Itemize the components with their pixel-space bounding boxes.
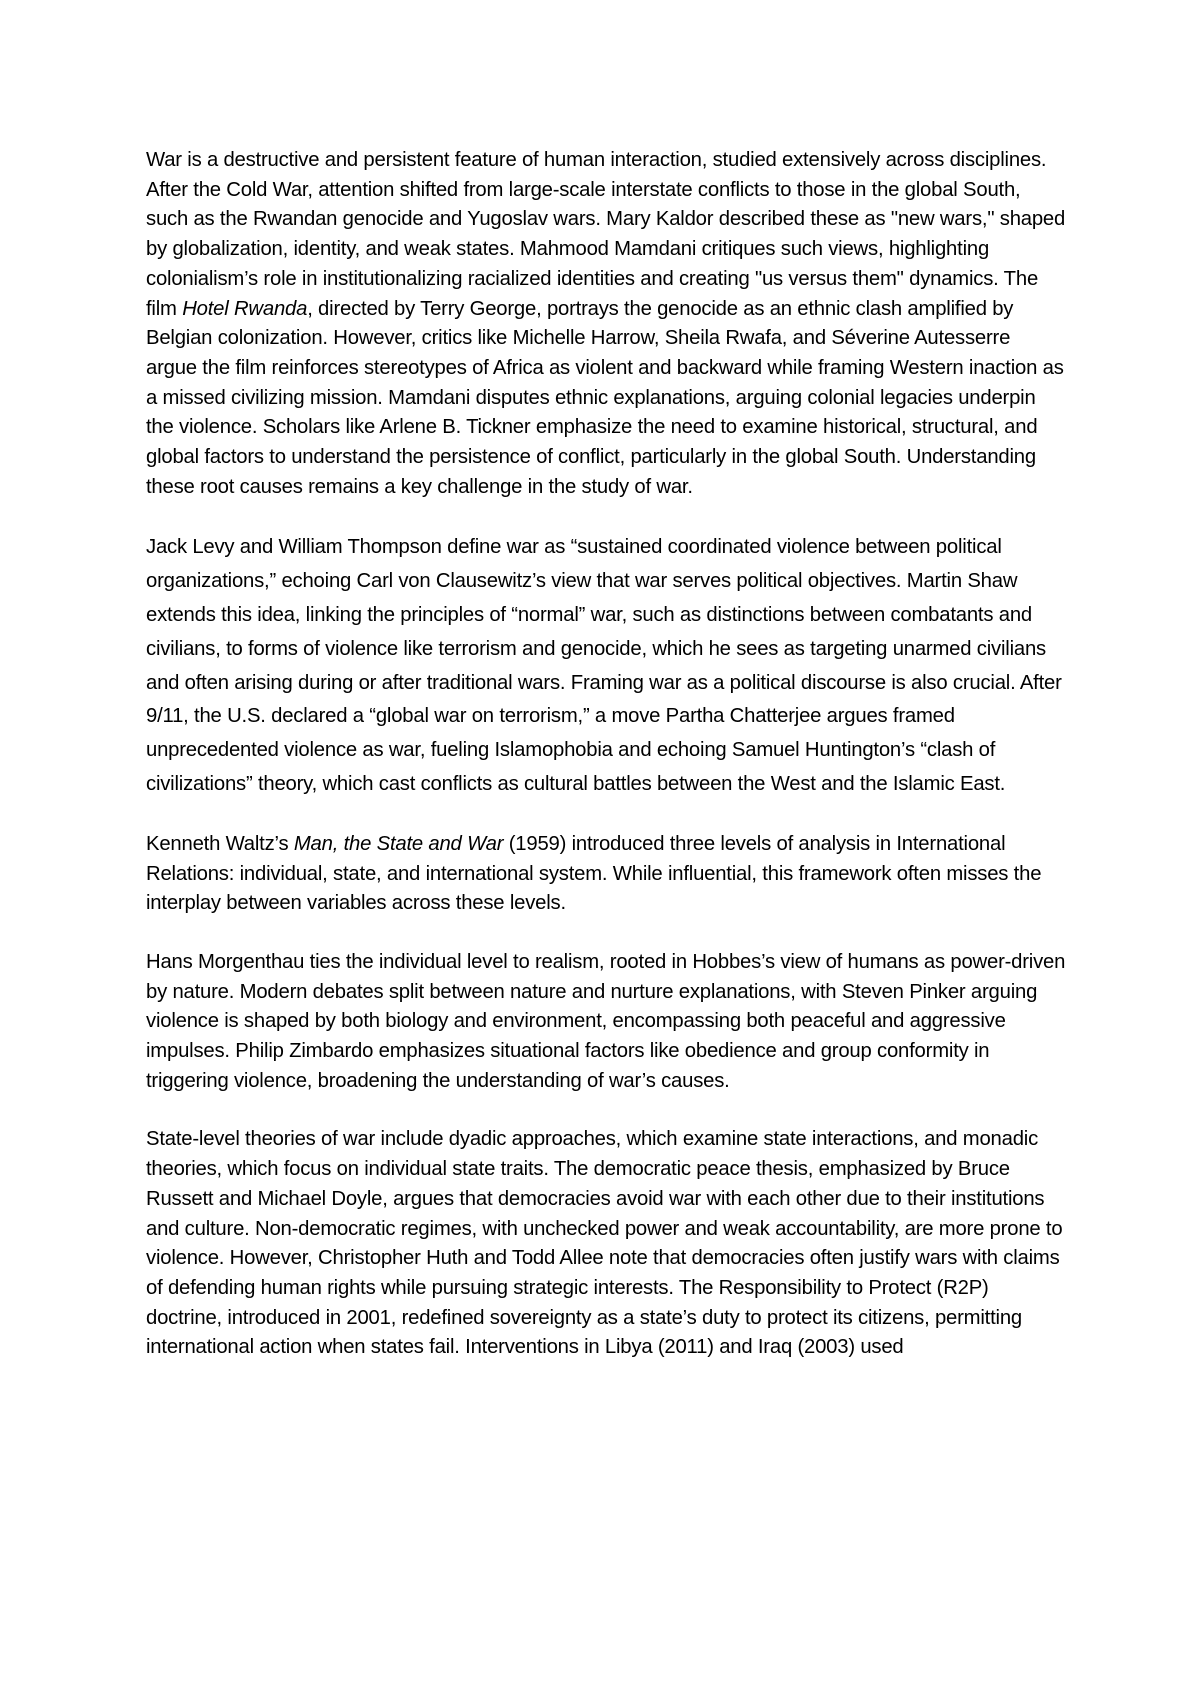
film-title-hotel-rwanda: Hotel Rwanda: [182, 297, 308, 320]
paragraph-2-text: Jack Levy and William Thompson define war as “sustained coordinated violence between political organizations,” echoing Carl von Clausewitz’s view that war serves political objectives. Martin Shaw extends this idea, linking the principles of “normal” war, such as distinctions between combatants and civilians, to forms of violence like terrorism and genocide, which he sees as targeting unarmed civilians and often arising during or after traditional wars. Framing war as a political discourse is also crucial. After 9/11, the U.S. declared a “global war on terrorism,” a move Partha Chatterjee argues framed unprecedented violence as war, fueling Islamophobia and echoing Samuel Huntington’s “clash of civilizations” theory, which cast conflicts as cultural battles between the West and the Islamic East.: [146, 536, 1062, 796]
paragraph-1: [146, 146, 1066, 502]
book-title-man-state-war: Man, the State and War: [293, 832, 504, 855]
paragraph-1-text-a: War is a destructive and persistent feature of human interaction, studied extensively across disciplines. After the Cold War, attention shifted from large-scale interstate conflicts to those in the global South, such as the Rwandan genocide and Yugoslav wars. Mary Kaldor described these as "new wars," shaped by globalization, identity, and weak states. Mahmood Mamdani critiques such views, highlighting colonialism’s role in institutionalizing racialized identities and creating "us versus them" dynamics. The film: [146, 149, 1066, 320]
paragraph-5: [146, 1125, 1066, 1363]
paragraph-3: [146, 830, 1066, 919]
paragraph-3-text-a: Kenneth Waltz’s: [146, 832, 294, 855]
paragraph-4: [146, 948, 1066, 1097]
paragraph-5-text: State-level theories of war include dyadic approaches, which examine state interactions, and monadic theories, which focus on individual state traits. The democratic peace thesis, emphasized by Bruce Russett and Michael Doyle, argues that democracies avoid war with each other due to their institutions and culture. Non-democratic regimes, with unchecked power and weak accountability, are more prone to violence. However, Christopher Huth and Todd Allee note that democracies often justify wars with claims of defending human rights while pursuing strategic interests. The Responsibility to Protect (R2P) doctrine, introduced in 2001, redefined sovereignty as a state’s duty to protect its citizens, permitting international action when states fail. Interventions in Libya (2011) and Iraq (2003) used: [146, 1128, 1063, 1359]
document-body: [146, 146, 1066, 1363]
paragraph-2: [146, 531, 1066, 801]
paragraph-1-text-b: , directed by Terry George, portrays the genocide as an ethnic clash amplified by Belgian colonization. However, critics like Michelle Harrow, Sheila Rwafa, and Séverine Autesserre argue the film reinforces stereotypes of Africa as violent and backward while framing Western inaction as a missed civilizing mission. Mamdani disputes ethnic explanations, arguing colonial legacies underpin the violence. Scholars like Arlene B. Tickner emphasize the need to examine historical, structural, and global factors to understand the persistence of conflict, particularly in the global South. Understanding these root causes remains a key challenge in the study of war.: [146, 297, 1064, 498]
paragraph-4-text: Hans Morgenthau ties the individual level to realism, rooted in Hobbes’s view of humans as power-driven by nature. Modern debates split between nature and nurture explanations, with Steven Pinker arguing violence is shaped by both biology and environment, encompassing both peaceful and aggressive impulses. Philip Zimbardo emphasizes situational factors like obedience and group conformity in triggering violence, broadening the understanding of war’s causes.: [146, 950, 1066, 1092]
paragraph-3-text-b: (1959) introduced three levels of analysis in International Relations: individual, state, and international system. While influential, this framework often misses the interplay between variables across these levels.: [146, 832, 1042, 915]
